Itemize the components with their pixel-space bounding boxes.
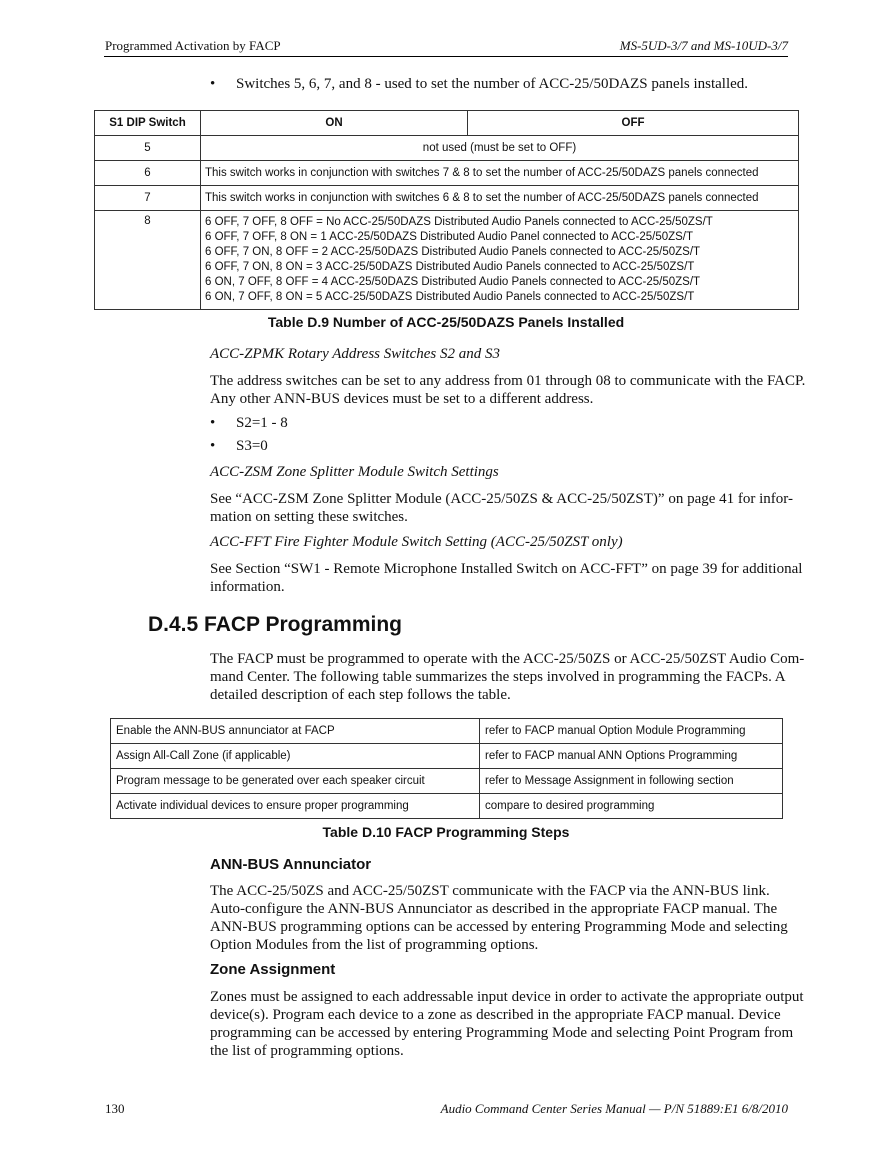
table-row bbox=[111, 769, 783, 794]
list-item-text: S3=0 bbox=[236, 438, 268, 454]
paragraph-line: Option Modules from the list of programming options. bbox=[210, 937, 539, 953]
subsection-heading: ACC-ZPMK Rotary Address Switches S2 and S3 bbox=[210, 346, 500, 362]
bullet-icon: • bbox=[210, 76, 216, 92]
step-cell: Assign All-Call Zone (if applicable) bbox=[111, 744, 480, 769]
paragraph-line: See Section “SW1 - Remote Microphone Installed Switch on ACC-FFT” on page 39 for additional bbox=[210, 561, 803, 577]
setting-line: 6 OFF, 7 ON, 8 ON = 3 ACC-25/50DAZS Distributed Audio Panels connected to ACC-25/50ZS/T bbox=[205, 261, 695, 273]
table-row bbox=[95, 211, 799, 310]
table-row bbox=[111, 744, 783, 769]
paragraph-line: See “ACC-ZSM Zone Splitter Module (ACC-25/50ZS & ACC-25/50ZST)” on page 41 for infor- bbox=[210, 491, 793, 507]
table-row bbox=[95, 136, 799, 161]
paragraph-line: mand Center. The following table summarizes the steps involved in programming the FACPs. A bbox=[210, 669, 786, 685]
setting-line: 6 OFF, 7 OFF, 8 ON = 1 ACC-25/50DAZS Distributed Audio Panel connected to ACC-25/50ZS/T bbox=[205, 231, 694, 243]
paragraph-line: Any other ANN-BUS devices must be set to a different address. bbox=[210, 391, 594, 407]
subsection-heading: ACC-FFT Fire Fighter Module Switch Setting (ACC-25/50ZST only) bbox=[210, 534, 623, 550]
col-header-switch: S1 DIP Switch bbox=[95, 111, 201, 136]
intro-bullet-text: Switches 5, 6, 7, and 8 - used to set the number of ACC-25/50DAZS panels installed. bbox=[236, 76, 749, 92]
header-rule bbox=[104, 56, 788, 57]
switch-number: 8 bbox=[95, 211, 201, 310]
paragraph bbox=[210, 988, 804, 1060]
table-row bbox=[95, 161, 799, 186]
list-item bbox=[210, 438, 410, 456]
setting-line: 6 ON, 7 OFF, 8 ON = 5 ACC-25/50DAZS Distributed Audio Panels connected to ACC-25/50ZS/T bbox=[205, 291, 695, 303]
reference-cell: refer to FACP manual Option Module Programming bbox=[480, 719, 783, 744]
paragraph bbox=[210, 490, 793, 526]
switch-description: not used (must be set to OFF) bbox=[201, 136, 799, 161]
table-row bbox=[111, 794, 783, 819]
reference-cell: compare to desired programming bbox=[480, 794, 783, 819]
running-header-doc-id: MS-5UD-3/7 and MS-10UD-3/7 bbox=[619, 38, 788, 53]
paragraph bbox=[210, 372, 805, 408]
paragraph-line: Auto-configure the ANN-BUS Annunciator as described in the appropriate FACP manual. The bbox=[210, 901, 778, 917]
switch-number: 5 bbox=[95, 136, 201, 161]
programming-steps-table bbox=[110, 718, 783, 819]
page-number: 130 bbox=[105, 1101, 125, 1116]
paragraph-line: the list of programming options. bbox=[210, 1043, 404, 1059]
paragraph-line: The ACC-25/50ZS and ACC-25/50ZST communicate with the FACP via the ANN-BUS link. bbox=[210, 883, 770, 899]
switch-number: 6 bbox=[95, 161, 201, 186]
table-caption: Table D.9 Number of ACC-25/50DAZS Panels Installed bbox=[267, 314, 625, 330]
table-header-row bbox=[95, 111, 799, 136]
switch-description: This switch works in conjunction with switches 7 & 8 to set the number of ACC-25/50DAZS panels connected bbox=[201, 161, 799, 186]
paragraph-line: Zones must be assigned to each addressable input device in order to activate the appropriate output bbox=[210, 989, 804, 1005]
subsection-heading: ANN-BUS Annunciator bbox=[210, 856, 372, 873]
paragraph-line: information. bbox=[210, 579, 285, 595]
step-cell: Activate individual devices to ensure proper programming bbox=[111, 794, 480, 819]
paragraph-line: detailed description of each step follows the table. bbox=[210, 687, 511, 703]
paragraph bbox=[210, 560, 802, 596]
section-title: D.4.5 FACP Programming bbox=[148, 613, 403, 636]
switch-number: 7 bbox=[95, 186, 201, 211]
paragraph bbox=[210, 882, 788, 954]
running-header-title: Programmed Activation by FACP bbox=[105, 38, 281, 53]
setting-line: 6 OFF, 7 OFF, 8 OFF = No ACC-25/50DAZS Distributed Audio Panels connected to ACC-25/50ZS/T bbox=[205, 216, 713, 228]
subsection-heading: Zone Assignment bbox=[210, 961, 336, 978]
setting-line: 6 ON, 7 OFF, 8 OFF = 4 ACC-25/50DAZS Distributed Audio Panels connected to ACC-25/50ZS/T bbox=[205, 276, 701, 288]
table-row bbox=[95, 186, 799, 211]
paragraph-line: programming can be accessed by entering Programming Mode and selecting Point Program from bbox=[210, 1025, 794, 1041]
paragraph-line: The address switches can be set to any address from 01 through 08 to communicate with the FACP. bbox=[210, 373, 806, 389]
paragraph bbox=[210, 650, 804, 704]
paragraph-line: ANN-BUS programming options can be accessed by entering Programming Mode and selecting bbox=[210, 919, 788, 935]
reference-cell: refer to FACP manual ANN Options Programming bbox=[480, 744, 783, 769]
subsection-heading: ACC-ZSM Zone Splitter Module Switch Settings bbox=[210, 464, 499, 480]
col-header-off: OFF bbox=[468, 111, 799, 136]
step-cell: Program message to be generated over each speaker circuit bbox=[111, 769, 480, 794]
table-row bbox=[111, 719, 783, 744]
col-header-on: ON bbox=[201, 111, 468, 136]
list-item-text: S2=1 - 8 bbox=[236, 415, 288, 431]
paragraph-line: The FACP must be programmed to operate with the ACC-25/50ZS or ACC-25/50ZST Audio Com- bbox=[210, 651, 805, 667]
paragraph-line: mation on setting these switches. bbox=[210, 509, 408, 525]
dip-switch-table bbox=[94, 110, 799, 310]
bullet-icon: • bbox=[210, 438, 216, 454]
table-caption: Table D.10 FACP Programming Steps bbox=[322, 824, 570, 840]
switch-description: This switch works in conjunction with switches 6 & 8 to set the number of ACC-25/50DAZS panels connected bbox=[201, 186, 799, 211]
step-cell: Enable the ANN-BUS annunciator at FACP bbox=[111, 719, 480, 744]
reference-cell: refer to Message Assignment in following section bbox=[480, 769, 783, 794]
paragraph-line: device(s). Program each device to a zone as described in the appropriate FACP manual. Device bbox=[210, 1007, 781, 1023]
bullet-icon: • bbox=[210, 415, 216, 431]
list-item bbox=[210, 415, 410, 433]
setting-line: 6 OFF, 7 ON, 8 OFF = 2 ACC-25/50DAZS Distributed Audio Panels connected to ACC-25/50ZS/T bbox=[205, 246, 701, 258]
switch-description-lines bbox=[201, 211, 799, 310]
footer-doc-info: Audio Command Center Series Manual — P/N 51889:E1 6/8/2010 bbox=[440, 1101, 788, 1116]
